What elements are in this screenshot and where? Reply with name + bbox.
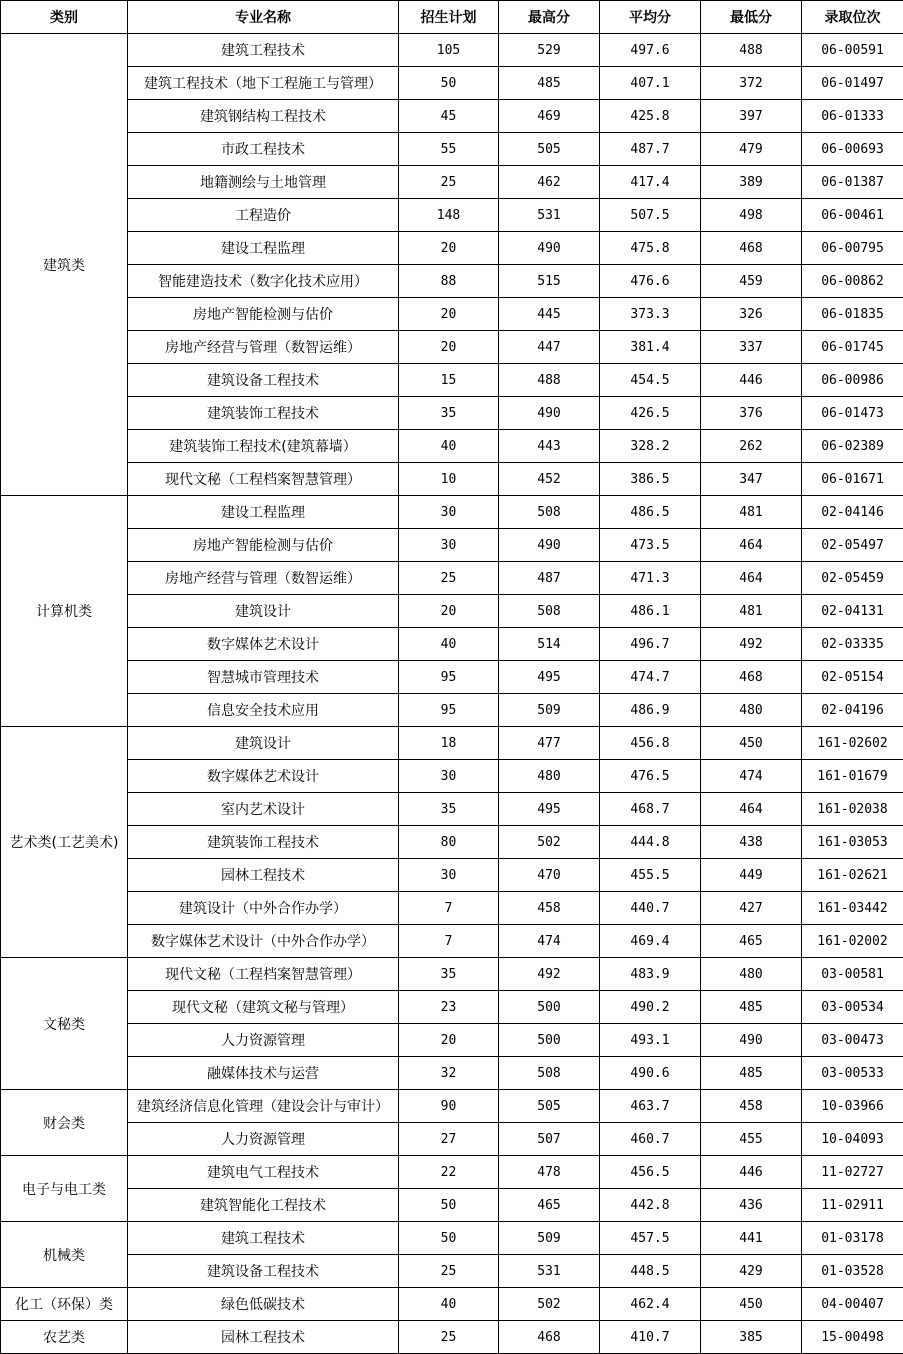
max-score-cell: 507 [499, 1123, 600, 1156]
min-score-cell: 436 [701, 1189, 802, 1222]
avg-score-cell: 381.4 [600, 331, 701, 364]
admission-rank-cell: 04-00407 [802, 1288, 903, 1321]
major-name-cell: 建筑装饰工程技术 [128, 397, 399, 430]
min-score-cell: 479 [701, 133, 802, 166]
table-row [1, 1321, 903, 1354]
enrollment-plan-cell: 7 [399, 925, 499, 958]
major-name-cell: 智能建造技术（数字化技术应用） [128, 265, 399, 298]
admission-rank-cell: 161-02038 [802, 793, 903, 826]
enrollment-plan-cell: 88 [399, 265, 499, 298]
max-score-cell: 531 [499, 199, 600, 232]
major-name-cell: 人力资源管理 [128, 1123, 399, 1156]
admission-rank-cell: 06-00986 [802, 364, 903, 397]
avg-score-cell: 490.2 [600, 991, 701, 1024]
min-score-cell: 446 [701, 364, 802, 397]
major-name-cell: 建筑设计（中外合作办学） [128, 892, 399, 925]
admission-rank-cell: 01-03178 [802, 1222, 903, 1255]
max-score-cell: 515 [499, 265, 600, 298]
min-score-cell: 485 [701, 991, 802, 1024]
enrollment-plan-cell: 27 [399, 1123, 499, 1156]
enrollment-plan-cell: 25 [399, 562, 499, 595]
category-cell: 农艺类 [1, 1321, 128, 1354]
max-score-cell: 490 [499, 529, 600, 562]
admission-rank-cell: 161-02602 [802, 727, 903, 760]
major-name-cell: 智慧城市管理技术 [128, 661, 399, 694]
table-row [1, 265, 903, 298]
avg-score-cell: 474.7 [600, 661, 701, 694]
min-score-cell: 464 [701, 562, 802, 595]
avg-score-cell: 407.1 [600, 67, 701, 100]
admission-rank-cell: 161-02002 [802, 925, 903, 958]
admission-rank-cell: 15-00498 [802, 1321, 903, 1354]
min-score-cell: 326 [701, 298, 802, 331]
enrollment-plan-cell: 40 [399, 628, 499, 661]
table-row [1, 661, 903, 694]
major-name-cell: 建筑钢结构工程技术 [128, 100, 399, 133]
admission-rank-cell: 161-03053 [802, 826, 903, 859]
admission-rank-cell: 03-00473 [802, 1024, 903, 1057]
admission-rank-cell: 06-01387 [802, 166, 903, 199]
table-row [1, 1189, 903, 1222]
min-score-cell: 464 [701, 529, 802, 562]
table-row [1, 529, 903, 562]
avg-score-cell: 444.8 [600, 826, 701, 859]
max-score-cell: 495 [499, 793, 600, 826]
table-row [1, 67, 903, 100]
table-row [1, 133, 903, 166]
major-name-cell: 建筑设备工程技术 [128, 364, 399, 397]
avg-score-cell: 463.7 [600, 1090, 701, 1123]
major-name-cell: 建筑智能化工程技术 [128, 1189, 399, 1222]
major-name-cell: 建筑设计 [128, 595, 399, 628]
min-score-cell: 468 [701, 661, 802, 694]
avg-score-cell: 417.4 [600, 166, 701, 199]
enrollment-plan-cell: 148 [399, 199, 499, 232]
min-score-cell: 389 [701, 166, 802, 199]
max-score-cell: 490 [499, 397, 600, 430]
min-score-cell: 372 [701, 67, 802, 100]
admission-rank-cell: 02-05459 [802, 562, 903, 595]
major-name-cell: 现代文秘（工程档案智慧管理） [128, 958, 399, 991]
category-cell: 电子与电工类 [1, 1156, 128, 1222]
major-name-cell: 房地产智能检测与估价 [128, 529, 399, 562]
major-name-cell: 建筑设计 [128, 727, 399, 760]
enrollment-plan-cell: 30 [399, 496, 499, 529]
max-score-cell: 500 [499, 991, 600, 1024]
avg-score-cell: 468.7 [600, 793, 701, 826]
max-score-cell: 509 [499, 1222, 600, 1255]
admission-rank-cell: 161-02621 [802, 859, 903, 892]
enrollment-plan-cell: 10 [399, 463, 499, 496]
major-name-cell: 市政工程技术 [128, 133, 399, 166]
major-name-cell: 房地产经营与管理（数智运维） [128, 562, 399, 595]
category-cell: 计算机类 [1, 496, 128, 727]
min-score-cell: 438 [701, 826, 802, 859]
major-name-cell: 房地产智能检测与估价 [128, 298, 399, 331]
admission-rank-cell: 02-04131 [802, 595, 903, 628]
enrollment-plan-cell: 40 [399, 430, 499, 463]
max-score-cell: 474 [499, 925, 600, 958]
admission-rank-cell: 03-00533 [802, 1057, 903, 1090]
max-score-cell: 502 [499, 1288, 600, 1321]
enrollment-plan-cell: 23 [399, 991, 499, 1024]
max-score-cell: 443 [499, 430, 600, 463]
admission-rank-cell: 06-02389 [802, 430, 903, 463]
table-row [1, 331, 903, 364]
enrollment-plan-cell: 18 [399, 727, 499, 760]
major-name-cell: 融媒体技术与运营 [128, 1057, 399, 1090]
enrollment-plan-cell: 35 [399, 397, 499, 430]
avg-score-cell: 426.5 [600, 397, 701, 430]
avg-score-cell: 386.5 [600, 463, 701, 496]
major-name-cell: 房地产经营与管理（数智运维） [128, 331, 399, 364]
major-name-cell: 建设工程监理 [128, 496, 399, 529]
avg-score-cell: 442.8 [600, 1189, 701, 1222]
min-score-cell: 464 [701, 793, 802, 826]
category-cell: 艺术类(工艺美术) [1, 727, 128, 958]
min-score-cell: 347 [701, 463, 802, 496]
header-max-score: 最高分 [499, 1, 600, 34]
table-row [1, 1090, 903, 1123]
major-name-cell: 建筑设备工程技术 [128, 1255, 399, 1288]
enrollment-plan-cell: 105 [399, 34, 499, 67]
avg-score-cell: 475.8 [600, 232, 701, 265]
major-name-cell: 建筑工程技术 [128, 1222, 399, 1255]
table-row [1, 991, 903, 1024]
major-name-cell: 数字媒体艺术设计 [128, 760, 399, 793]
max-score-cell: 469 [499, 100, 600, 133]
avg-score-cell: 496.7 [600, 628, 701, 661]
major-name-cell: 园林工程技术 [128, 1321, 399, 1354]
enrollment-plan-cell: 80 [399, 826, 499, 859]
avg-score-cell: 455.5 [600, 859, 701, 892]
table-row [1, 760, 903, 793]
min-score-cell: 441 [701, 1222, 802, 1255]
major-name-cell: 室内艺术设计 [128, 793, 399, 826]
min-score-cell: 446 [701, 1156, 802, 1189]
min-score-cell: 429 [701, 1255, 802, 1288]
min-score-cell: 459 [701, 265, 802, 298]
enrollment-plan-cell: 22 [399, 1156, 499, 1189]
table-row [1, 1057, 903, 1090]
enrollment-plan-cell: 20 [399, 331, 499, 364]
min-score-cell: 397 [701, 100, 802, 133]
max-score-cell: 505 [499, 1090, 600, 1123]
enrollment-plan-cell: 95 [399, 694, 499, 727]
enrollment-plan-cell: 20 [399, 298, 499, 331]
min-score-cell: 450 [701, 1288, 802, 1321]
admission-rank-cell: 11-02911 [802, 1189, 903, 1222]
avg-score-cell: 476.6 [600, 265, 701, 298]
min-score-cell: 385 [701, 1321, 802, 1354]
admission-rank-cell: 06-01835 [802, 298, 903, 331]
avg-score-cell: 440.7 [600, 892, 701, 925]
max-score-cell: 490 [499, 232, 600, 265]
table-row [1, 496, 903, 529]
table-row [1, 232, 903, 265]
table-row [1, 925, 903, 958]
avg-score-cell: 483.9 [600, 958, 701, 991]
min-score-cell: 488 [701, 34, 802, 67]
enrollment-plan-cell: 25 [399, 166, 499, 199]
major-name-cell: 建筑装饰工程技术(建筑幕墙） [128, 430, 399, 463]
avg-score-cell: 328.2 [600, 430, 701, 463]
avg-score-cell: 486.9 [600, 694, 701, 727]
enrollment-plan-cell: 20 [399, 232, 499, 265]
major-name-cell: 数字媒体艺术设计（中外合作办学） [128, 925, 399, 958]
min-score-cell: 455 [701, 1123, 802, 1156]
category-cell: 财会类 [1, 1090, 128, 1156]
avg-score-cell: 462.4 [600, 1288, 701, 1321]
min-score-cell: 376 [701, 397, 802, 430]
avg-score-cell: 456.8 [600, 727, 701, 760]
min-score-cell: 481 [701, 496, 802, 529]
major-name-cell: 地籍测绘与土地管理 [128, 166, 399, 199]
max-score-cell: 508 [499, 1057, 600, 1090]
max-score-cell: 477 [499, 727, 600, 760]
avg-score-cell: 476.5 [600, 760, 701, 793]
table-row [1, 1156, 903, 1189]
max-score-cell: 458 [499, 892, 600, 925]
avg-score-cell: 473.5 [600, 529, 701, 562]
table-row [1, 1024, 903, 1057]
admission-rank-cell: 02-04196 [802, 694, 903, 727]
table-row [1, 166, 903, 199]
avg-score-cell: 410.7 [600, 1321, 701, 1354]
header-major-name: 专业名称 [128, 1, 399, 34]
table-body [1, 34, 903, 1354]
table-row [1, 430, 903, 463]
max-score-cell: 495 [499, 661, 600, 694]
avg-score-cell: 486.1 [600, 595, 701, 628]
max-score-cell: 505 [499, 133, 600, 166]
admission-rank-cell: 01-03528 [802, 1255, 903, 1288]
enrollment-plan-cell: 30 [399, 529, 499, 562]
avg-score-cell: 497.6 [600, 34, 701, 67]
table-row [1, 727, 903, 760]
major-name-cell: 现代文秘（建筑文秘与管理） [128, 991, 399, 1024]
admission-rank-cell: 02-05497 [802, 529, 903, 562]
min-score-cell: 450 [701, 727, 802, 760]
table-row [1, 397, 903, 430]
max-score-cell: 502 [499, 826, 600, 859]
table-row [1, 1288, 903, 1321]
major-name-cell: 建筑工程技术 [128, 34, 399, 67]
admission-rank-cell: 161-03442 [802, 892, 903, 925]
category-cell: 建筑类 [1, 34, 128, 496]
table-row [1, 298, 903, 331]
table-row [1, 1222, 903, 1255]
max-score-cell: 465 [499, 1189, 600, 1222]
enrollment-plan-cell: 20 [399, 1024, 499, 1057]
avg-score-cell: 469.4 [600, 925, 701, 958]
admission-rank-cell: 06-01473 [802, 397, 903, 430]
header-min-score: 最低分 [701, 1, 802, 34]
major-name-cell: 工程造价 [128, 199, 399, 232]
min-score-cell: 468 [701, 232, 802, 265]
table-row [1, 892, 903, 925]
min-score-cell: 449 [701, 859, 802, 892]
max-score-cell: 478 [499, 1156, 600, 1189]
avg-score-cell: 425.8 [600, 100, 701, 133]
table-row [1, 562, 903, 595]
table-row [1, 100, 903, 133]
admission-rank-cell: 06-00862 [802, 265, 903, 298]
max-score-cell: 445 [499, 298, 600, 331]
admission-rank-cell: 161-01679 [802, 760, 903, 793]
avg-score-cell: 457.5 [600, 1222, 701, 1255]
major-name-cell: 园林工程技术 [128, 859, 399, 892]
enrollment-plan-cell: 25 [399, 1255, 499, 1288]
avg-score-cell: 507.5 [600, 199, 701, 232]
table-row [1, 958, 903, 991]
admission-rank-cell: 03-00534 [802, 991, 903, 1024]
admission-rank-cell: 02-03335 [802, 628, 903, 661]
min-score-cell: 480 [701, 958, 802, 991]
admission-rank-cell: 10-03966 [802, 1090, 903, 1123]
min-score-cell: 474 [701, 760, 802, 793]
enrollment-plan-cell: 50 [399, 67, 499, 100]
enrollment-plan-cell: 50 [399, 1222, 499, 1255]
enrollment-plan-cell: 20 [399, 595, 499, 628]
table-row [1, 628, 903, 661]
admission-rank-cell: 10-04093 [802, 1123, 903, 1156]
min-score-cell: 465 [701, 925, 802, 958]
max-score-cell: 508 [499, 496, 600, 529]
max-score-cell: 529 [499, 34, 600, 67]
admission-rank-cell: 06-01745 [802, 331, 903, 364]
enrollment-plan-cell: 35 [399, 793, 499, 826]
major-name-cell: 人力资源管理 [128, 1024, 399, 1057]
major-name-cell: 建设工程监理 [128, 232, 399, 265]
admission-rank-cell: 03-00581 [802, 958, 903, 991]
header-category: 类别 [1, 1, 128, 34]
enrollment-plan-cell: 32 [399, 1057, 499, 1090]
min-score-cell: 262 [701, 430, 802, 463]
category-cell: 化工（环保）类 [1, 1288, 128, 1321]
table-row [1, 1123, 903, 1156]
enrollment-plan-cell: 30 [399, 760, 499, 793]
min-score-cell: 427 [701, 892, 802, 925]
max-score-cell: 531 [499, 1255, 600, 1288]
max-score-cell: 485 [499, 67, 600, 100]
enrollment-plan-cell: 15 [399, 364, 499, 397]
major-name-cell: 建筑工程技术（地下工程施工与管理） [128, 67, 399, 100]
max-score-cell: 468 [499, 1321, 600, 1354]
min-score-cell: 490 [701, 1024, 802, 1057]
header-row [1, 1, 903, 34]
max-score-cell: 470 [499, 859, 600, 892]
avg-score-cell: 454.5 [600, 364, 701, 397]
admission-rank-cell: 06-00693 [802, 133, 903, 166]
max-score-cell: 509 [499, 694, 600, 727]
min-score-cell: 498 [701, 199, 802, 232]
admission-rank-cell: 11-02727 [802, 1156, 903, 1189]
major-name-cell: 数字媒体艺术设计 [128, 628, 399, 661]
min-score-cell: 481 [701, 595, 802, 628]
max-score-cell: 462 [499, 166, 600, 199]
category-cell: 机械类 [1, 1222, 128, 1288]
admission-rank-cell: 02-05154 [802, 661, 903, 694]
enrollment-plan-cell: 35 [399, 958, 499, 991]
enrollment-plan-cell: 45 [399, 100, 499, 133]
avg-score-cell: 448.5 [600, 1255, 701, 1288]
avg-score-cell: 486.5 [600, 496, 701, 529]
admission-rank-cell: 06-00795 [802, 232, 903, 265]
max-score-cell: 508 [499, 595, 600, 628]
table-row [1, 199, 903, 232]
major-name-cell: 现代文秘（工程档案智慧管理） [128, 463, 399, 496]
max-score-cell: 514 [499, 628, 600, 661]
table-row [1, 34, 903, 67]
max-score-cell: 452 [499, 463, 600, 496]
header-avg-score: 平均分 [600, 1, 701, 34]
admission-rank-cell: 06-00591 [802, 34, 903, 67]
admission-rank-cell: 06-01671 [802, 463, 903, 496]
avg-score-cell: 471.3 [600, 562, 701, 595]
avg-score-cell: 456.5 [600, 1156, 701, 1189]
enrollment-plan-cell: 50 [399, 1189, 499, 1222]
max-score-cell: 500 [499, 1024, 600, 1057]
enrollment-plan-cell: 90 [399, 1090, 499, 1123]
avg-score-cell: 373.3 [600, 298, 701, 331]
max-score-cell: 487 [499, 562, 600, 595]
admission-rank-cell: 06-01333 [802, 100, 903, 133]
table-row [1, 463, 903, 496]
max-score-cell: 447 [499, 331, 600, 364]
avg-score-cell: 490.6 [600, 1057, 701, 1090]
major-name-cell: 绿色低碳技术 [128, 1288, 399, 1321]
enrollment-plan-cell: 95 [399, 661, 499, 694]
max-score-cell: 492 [499, 958, 600, 991]
admission-rank-cell: 02-04146 [802, 496, 903, 529]
avg-score-cell: 487.7 [600, 133, 701, 166]
table-row [1, 793, 903, 826]
enrollment-plan-cell: 7 [399, 892, 499, 925]
header-admission-rank: 录取位次 [802, 1, 903, 34]
enrollment-plan-cell: 55 [399, 133, 499, 166]
max-score-cell: 480 [499, 760, 600, 793]
table-row [1, 364, 903, 397]
enrollment-plan-cell: 40 [399, 1288, 499, 1321]
avg-score-cell: 493.1 [600, 1024, 701, 1057]
min-score-cell: 337 [701, 331, 802, 364]
table-row [1, 859, 903, 892]
major-name-cell: 建筑装饰工程技术 [128, 826, 399, 859]
min-score-cell: 458 [701, 1090, 802, 1123]
header-enrollment-plan: 招生计划 [399, 1, 499, 34]
min-score-cell: 485 [701, 1057, 802, 1090]
enrollment-plan-cell: 25 [399, 1321, 499, 1354]
major-name-cell: 建筑电气工程技术 [128, 1156, 399, 1189]
category-cell: 文秘类 [1, 958, 128, 1090]
table-row [1, 694, 903, 727]
min-score-cell: 480 [701, 694, 802, 727]
table-row [1, 1255, 903, 1288]
table-row [1, 826, 903, 859]
admission-rank-cell: 06-01497 [802, 67, 903, 100]
major-name-cell: 信息安全技术应用 [128, 694, 399, 727]
min-score-cell: 492 [701, 628, 802, 661]
admission-rank-cell: 06-00461 [802, 199, 903, 232]
table-row [1, 595, 903, 628]
max-score-cell: 488 [499, 364, 600, 397]
major-name-cell: 建筑经济信息化管理（建设会计与审计） [128, 1090, 399, 1123]
enrollment-plan-cell: 30 [399, 859, 499, 892]
avg-score-cell: 460.7 [600, 1123, 701, 1156]
